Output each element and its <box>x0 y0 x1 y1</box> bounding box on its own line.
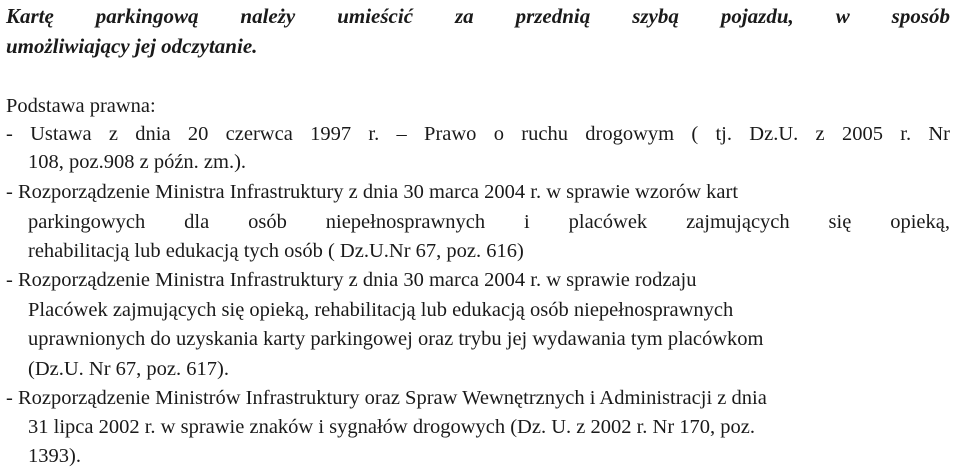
law-item-3-line-2: Placówek zajmujących się opieką, rehabilitacją lub edukacją osób niepełnosprawnych <box>28 299 734 321</box>
law-item-4-line-2: 31 lipca 2002 r. w sprawie znaków i sygnałów drogowych (Dz. U. z 2002 r. Nr 170, poz. <box>28 416 756 438</box>
law-item-2-line-2: parkingowych dla osób niepełnosprawnych i placówek zajmujących się opieką, <box>28 211 950 233</box>
notice-line-2: umożliwiający jej odczytanie. <box>6 34 258 58</box>
law-item-2-line-3: rehabilitacją lub edukacją tych osób ( Dz.U.Nr 67, poz. 616) <box>28 240 524 262</box>
law-item-3-line-1: - Rozporządzenie Ministra Infrastruktury z dnia 30 marca 2004 r. w sprawie rodzaju <box>6 269 697 291</box>
law-item-4-line-3: 1393). <box>28 445 81 467</box>
law-item-3-line-4: (Dz.U. Nr 67, poz. 617). <box>28 358 229 380</box>
legal-basis-heading: Podstawa prawna: <box>6 95 156 117</box>
law-item-4-line-1: - Rozporządzenie Ministrów Infrastruktury oraz Spraw Wewnętrznych i Administracji z dnia <box>6 387 767 409</box>
law-item-1-line-2: 108, poz.908 z późn. zm.). <box>28 151 247 173</box>
notice-line-1: Kartę parkingową należy umieścić za przednią szybą pojazdu, w sposób <box>6 4 950 28</box>
law-item-2-line-1: - Rozporządzenie Ministra Infrastruktury z dnia 30 marca 2004 r. w sprawie wzorów kart <box>6 181 739 203</box>
law-item-1-line-1: - Ustawa z dnia 20 czerwca 1997 r. – Prawo o ruchu drogowym ( tj. Dz.U. z 2005 r. Nr <box>6 123 950 145</box>
law-item-3-line-3: uprawnionych do uzyskania karty parkingowej oraz trybu jej wydawania tym placówkom <box>28 328 764 350</box>
